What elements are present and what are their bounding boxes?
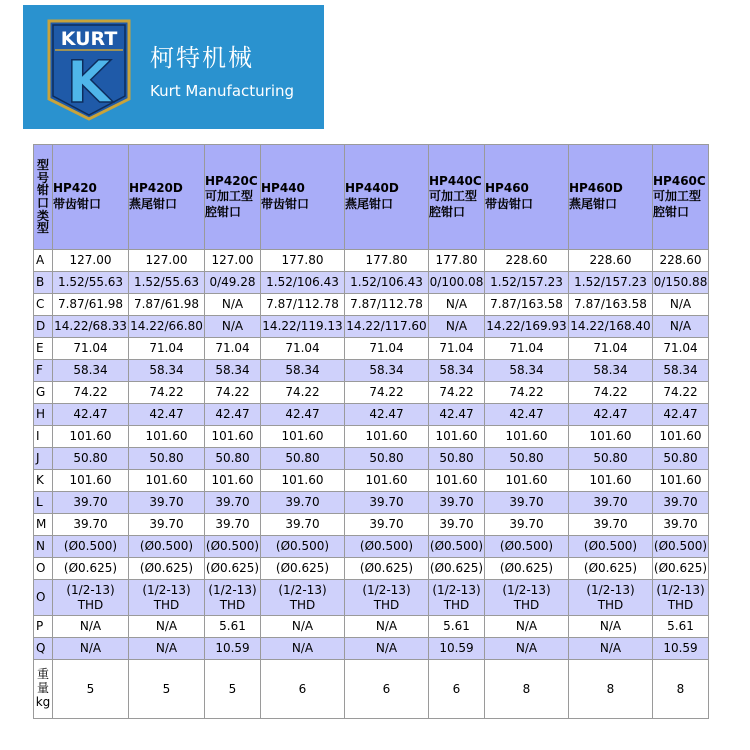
table-cell-line: (1/2-13) <box>278 583 327 598</box>
header-model-hp440 <box>261 145 345 250</box>
header-model-type-char: 类 <box>36 208 49 223</box>
table-cell: 101.60 <box>205 470 261 492</box>
table-cell <box>569 580 653 616</box>
table-cell: (Ø0.500) <box>485 536 569 558</box>
model-name: HP440D <box>345 181 399 196</box>
table-row <box>34 272 709 294</box>
table-cell: 8 <box>569 660 653 719</box>
table-cell: (Ø0.625) <box>429 558 485 580</box>
table-cell: 228.60 <box>485 250 569 272</box>
table-cell: 39.70 <box>653 492 709 514</box>
table-cell: 7.87/61.98 <box>129 294 205 316</box>
table-cell: 0/150.88 <box>653 272 709 294</box>
kurt-logo-icon <box>47 15 131 121</box>
table-cell: 228.60 <box>569 250 653 272</box>
table-cell: 14.22/119.13 <box>261 316 345 338</box>
table-cell: 42.47 <box>345 404 429 426</box>
table-cell-line: THD <box>373 597 400 612</box>
row-label <box>34 660 53 719</box>
table-cell: 6 <box>345 660 429 719</box>
table-cell: 50.80 <box>53 448 129 470</box>
table-cell-line: (1/2-13) <box>502 583 551 598</box>
header-model-hp420c <box>205 145 261 250</box>
table-cell: 10.59 <box>205 638 261 660</box>
row-label: O <box>34 580 53 616</box>
model-jaw-type: 燕尾钳口 <box>345 197 394 211</box>
header-model-hp460c <box>653 145 709 250</box>
table-row <box>34 660 709 719</box>
table-cell-line: THD <box>289 597 316 612</box>
table-cell: (Ø0.500) <box>429 536 485 558</box>
table-cell-line: THD <box>443 597 470 612</box>
model-jaw-type: 带齿钳口 <box>485 197 534 211</box>
table-row <box>34 294 709 316</box>
table-cell: 71.04 <box>129 338 205 360</box>
row-label: J <box>34 448 53 470</box>
table-cell: 58.34 <box>429 360 485 382</box>
spec-table <box>33 144 709 719</box>
table-cell <box>345 580 429 616</box>
row-label: A <box>34 250 53 272</box>
row-label: M <box>34 514 53 536</box>
row-label: F <box>34 360 53 382</box>
table-cell-line: (1/2-13) <box>432 583 481 598</box>
row-label-part: 量 <box>36 681 49 696</box>
table-cell: 74.22 <box>569 382 653 404</box>
table-cell: 101.60 <box>345 470 429 492</box>
table-cell: 39.70 <box>261 514 345 536</box>
table-cell: N/A <box>345 638 429 660</box>
table-cell: 6 <box>261 660 345 719</box>
table-cell <box>261 580 345 616</box>
table-cell: 39.70 <box>345 514 429 536</box>
table-cell: 50.80 <box>261 448 345 470</box>
table-cell: 42.47 <box>205 404 261 426</box>
table-row <box>34 616 709 638</box>
table-cell: 101.60 <box>261 470 345 492</box>
table-cell: 50.80 <box>429 448 485 470</box>
header-model-hp440d <box>345 145 429 250</box>
table-cell: (Ø0.625) <box>569 558 653 580</box>
table-cell: 1.52/55.63 <box>53 272 129 294</box>
table-cell-line: (1/2-13) <box>362 583 411 598</box>
table-cell: 127.00 <box>129 250 205 272</box>
table-cell: (Ø0.500) <box>129 536 205 558</box>
model-name: HP420C <box>205 173 258 188</box>
model-name: HP440 <box>261 181 305 196</box>
table-cell-line: (1/2-13) <box>656 583 705 598</box>
table-cell: 74.22 <box>261 382 345 404</box>
model-jaw-type: 燕尾钳口 <box>129 197 178 211</box>
header-model-type-char: 型 <box>36 221 49 236</box>
row-label: H <box>34 404 53 426</box>
table-cell: 127.00 <box>205 250 261 272</box>
table-cell: 5.61 <box>205 616 261 638</box>
table-cell: 71.04 <box>653 338 709 360</box>
table-cell: 71.04 <box>429 338 485 360</box>
table-cell: 39.70 <box>485 514 569 536</box>
table-cell: N/A <box>569 616 653 638</box>
table-cell: N/A <box>485 616 569 638</box>
table-cell: 74.22 <box>485 382 569 404</box>
table-cell: 39.70 <box>205 514 261 536</box>
table-cell: 5.61 <box>429 616 485 638</box>
table-cell: 58.34 <box>345 360 429 382</box>
table-cell: 8 <box>485 660 569 719</box>
table-cell: 42.47 <box>653 404 709 426</box>
table-cell: 42.47 <box>129 404 205 426</box>
table-cell: (Ø0.625) <box>485 558 569 580</box>
table-cell: 74.22 <box>205 382 261 404</box>
row-label: B <box>34 272 53 294</box>
header-model-hp420d <box>129 145 205 250</box>
table-cell: 10.59 <box>653 638 709 660</box>
table-cell: N/A <box>261 616 345 638</box>
row-label: C <box>34 294 53 316</box>
header-model-hp420 <box>53 145 129 250</box>
table-cell <box>129 580 205 616</box>
table-row <box>34 426 709 448</box>
table-cell: N/A <box>129 616 205 638</box>
table-cell: 101.60 <box>569 426 653 448</box>
table-cell: N/A <box>429 294 485 316</box>
table-cell: 7.87/112.78 <box>261 294 345 316</box>
table-cell: (Ø0.500) <box>569 536 653 558</box>
table-row <box>34 558 709 580</box>
model-jaw-type: 带齿钳口 <box>53 197 102 211</box>
table-header-row <box>34 145 709 250</box>
model-jaw-type: 可加工型腔钳口 <box>429 189 478 219</box>
table-cell: (Ø0.625) <box>53 558 129 580</box>
logo-text: KURT <box>60 28 118 50</box>
table-cell: 1.52/157.23 <box>569 272 653 294</box>
table-cell: (Ø0.500) <box>261 536 345 558</box>
table-row <box>34 580 709 616</box>
table-cell-line: THD <box>597 597 624 612</box>
table-cell: 101.60 <box>129 470 205 492</box>
table-cell: 39.70 <box>653 514 709 536</box>
table-cell: 39.70 <box>129 492 205 514</box>
table-cell: 71.04 <box>345 338 429 360</box>
table-cell: N/A <box>569 638 653 660</box>
table-cell: 14.22/168.40 <box>569 316 653 338</box>
table-cell: 5 <box>53 660 129 719</box>
table-cell-line: (1/2-13) <box>586 583 635 598</box>
table-row <box>34 316 709 338</box>
table-cell: 1.52/157.23 <box>485 272 569 294</box>
table-cell: 42.47 <box>53 404 129 426</box>
table-cell: (Ø0.625) <box>129 558 205 580</box>
row-label: D <box>34 316 53 338</box>
table-cell: (Ø0.500) <box>53 536 129 558</box>
table-cell: 101.60 <box>653 470 709 492</box>
table-cell: 39.70 <box>53 492 129 514</box>
table-row <box>34 382 709 404</box>
table-cell: 177.80 <box>261 250 345 272</box>
table-cell: 50.80 <box>569 448 653 470</box>
table-cell: 39.70 <box>205 492 261 514</box>
table-cell: 1.52/106.43 <box>261 272 345 294</box>
table-row <box>34 514 709 536</box>
table-cell <box>429 580 485 616</box>
row-label: G <box>34 382 53 404</box>
table-cell: 14.22/68.33 <box>53 316 129 338</box>
table-cell: 127.00 <box>53 250 129 272</box>
header-model-type-char: 号 <box>36 170 49 185</box>
model-jaw-type: 可加工型腔钳口 <box>205 189 254 219</box>
table-cell: 74.22 <box>53 382 129 404</box>
table-cell: 39.70 <box>129 514 205 536</box>
table-cell: 50.80 <box>653 448 709 470</box>
table-cell: 101.60 <box>205 426 261 448</box>
table-cell: 228.60 <box>653 250 709 272</box>
table-cell: 101.60 <box>569 470 653 492</box>
row-label: O <box>34 558 53 580</box>
header-model-type-char: 钳 <box>36 183 49 198</box>
table-row <box>34 638 709 660</box>
model-jaw-type: 燕尾钳口 <box>569 197 618 211</box>
table-row <box>34 470 709 492</box>
header-model-type-label <box>34 145 53 250</box>
table-cell-line: (1/2-13) <box>66 583 115 598</box>
table-cell: 39.70 <box>345 492 429 514</box>
model-name: HP460C <box>653 173 706 188</box>
table-cell-line: THD <box>153 597 180 612</box>
table-cell: 71.04 <box>569 338 653 360</box>
table-row <box>34 250 709 272</box>
table-cell: 42.47 <box>485 404 569 426</box>
table-cell: (Ø0.625) <box>261 558 345 580</box>
table-cell: 58.34 <box>53 360 129 382</box>
table-cell: 39.70 <box>53 514 129 536</box>
table-cell: 42.47 <box>261 404 345 426</box>
brand-name-cn: 柯特机械 <box>150 44 254 72</box>
model-jaw-type: 带齿钳口 <box>261 197 310 211</box>
header-model-type-char: 型 <box>36 157 49 172</box>
table-cell: N/A <box>129 638 205 660</box>
table-cell: 5.61 <box>653 616 709 638</box>
table-cell: 101.60 <box>429 426 485 448</box>
table-cell: 101.60 <box>653 426 709 448</box>
table-cell: 7.87/163.58 <box>485 294 569 316</box>
model-name: HP420D <box>129 181 183 196</box>
table-cell-line: (1/2-13) <box>208 583 257 598</box>
table-cell: 101.60 <box>429 470 485 492</box>
table-cell <box>53 580 129 616</box>
model-name: HP420 <box>53 181 97 196</box>
table-cell: (Ø0.500) <box>345 536 429 558</box>
header-model-hp460d <box>569 145 653 250</box>
table-cell: 39.70 <box>485 492 569 514</box>
table-cell: 50.80 <box>345 448 429 470</box>
table-cell: N/A <box>205 316 261 338</box>
header-model-hp440c <box>429 145 485 250</box>
table-cell: N/A <box>53 616 129 638</box>
brand-name-en: Kurt Manufacturing <box>150 82 295 100</box>
row-label: K <box>34 470 53 492</box>
table-cell-line: THD <box>219 597 246 612</box>
model-name: HP460 <box>485 181 529 196</box>
table-row <box>34 360 709 382</box>
table-cell-line: THD <box>513 597 540 612</box>
brand-banner <box>23 5 324 129</box>
header-model-hp460 <box>485 145 569 250</box>
table-cell: N/A <box>205 294 261 316</box>
table-cell: N/A <box>485 638 569 660</box>
table-cell: 58.34 <box>485 360 569 382</box>
table-cell: 71.04 <box>485 338 569 360</box>
table-cell: N/A <box>653 294 709 316</box>
model-name: HP440C <box>429 173 482 188</box>
model-jaw-type: 可加工型腔钳口 <box>653 189 702 219</box>
table-cell: (Ø0.625) <box>345 558 429 580</box>
table-cell: 71.04 <box>261 338 345 360</box>
row-label-part: kg <box>35 694 51 709</box>
table-cell: 101.60 <box>53 426 129 448</box>
table-row <box>34 492 709 514</box>
table-cell: 101.60 <box>485 470 569 492</box>
table-cell: 177.80 <box>429 250 485 272</box>
table-cell: 5 <box>129 660 205 719</box>
table-cell <box>485 580 569 616</box>
table-cell-line: THD <box>77 597 104 612</box>
table-cell: 0/49.28 <box>205 272 261 294</box>
table-cell: 1.52/55.63 <box>129 272 205 294</box>
table-cell: 58.34 <box>129 360 205 382</box>
table-cell: 42.47 <box>429 404 485 426</box>
table-cell: 14.22/66.80 <box>129 316 205 338</box>
row-label: E <box>34 338 53 360</box>
table-cell: 42.47 <box>569 404 653 426</box>
table-cell: 101.60 <box>129 426 205 448</box>
table-row <box>34 404 709 426</box>
table-cell: (Ø0.500) <box>205 536 261 558</box>
table-cell: 58.34 <box>261 360 345 382</box>
table-cell-line: (1/2-13) <box>142 583 191 598</box>
table-cell: N/A <box>53 638 129 660</box>
row-label: Q <box>34 638 53 660</box>
table-cell: 5 <box>205 660 261 719</box>
table-cell: 8 <box>653 660 709 719</box>
table-cell: 74.22 <box>653 382 709 404</box>
table-cell: 74.22 <box>345 382 429 404</box>
table-row <box>34 536 709 558</box>
table-cell: 101.60 <box>485 426 569 448</box>
row-label: I <box>34 426 53 448</box>
table-cell: 14.22/117.60 <box>345 316 429 338</box>
table-cell: (Ø0.500) <box>653 536 709 558</box>
table-cell: 71.04 <box>205 338 261 360</box>
table-cell: 74.22 <box>129 382 205 404</box>
table-cell: (Ø0.625) <box>205 558 261 580</box>
table-cell: N/A <box>261 638 345 660</box>
table-cell: 1.52/106.43 <box>345 272 429 294</box>
table-cell: 50.80 <box>205 448 261 470</box>
table-cell: 7.87/112.78 <box>345 294 429 316</box>
table-cell: 177.80 <box>345 250 429 272</box>
table-cell-line: THD <box>667 597 694 612</box>
table-cell: 14.22/169.93 <box>485 316 569 338</box>
table-cell: 50.80 <box>485 448 569 470</box>
table-cell: 58.34 <box>653 360 709 382</box>
table-cell: 58.34 <box>569 360 653 382</box>
table-cell: 58.34 <box>205 360 261 382</box>
header-model-type-char: 口 <box>36 196 49 210</box>
table-row <box>34 448 709 470</box>
row-label-part: 重 <box>36 667 49 682</box>
table-cell <box>205 580 261 616</box>
table-cell: N/A <box>429 316 485 338</box>
table-cell: 39.70 <box>569 492 653 514</box>
row-label: N <box>34 536 53 558</box>
table-cell: 101.60 <box>345 426 429 448</box>
table-cell: 7.87/163.58 <box>569 294 653 316</box>
table-cell: 39.70 <box>429 514 485 536</box>
table-cell: 39.70 <box>261 492 345 514</box>
table-cell <box>653 580 709 616</box>
table-cell: N/A <box>345 616 429 638</box>
table-cell: 50.80 <box>129 448 205 470</box>
table-cell: (Ø0.625) <box>653 558 709 580</box>
row-label: L <box>34 492 53 514</box>
logo-letter: K <box>66 48 112 116</box>
table-cell: 39.70 <box>429 492 485 514</box>
table-cell: N/A <box>653 316 709 338</box>
table-cell: 10.59 <box>429 638 485 660</box>
model-name: HP460D <box>569 181 623 196</box>
row-label: P <box>34 616 53 638</box>
table-cell: 101.60 <box>53 470 129 492</box>
table-cell: 0/100.08 <box>429 272 485 294</box>
table-row <box>34 338 709 360</box>
table-cell: 7.87/61.98 <box>53 294 129 316</box>
table-cell: 101.60 <box>261 426 345 448</box>
table-cell: 39.70 <box>569 514 653 536</box>
table-cell: 6 <box>429 660 485 719</box>
table-cell: 74.22 <box>429 382 485 404</box>
table-cell: 71.04 <box>53 338 129 360</box>
